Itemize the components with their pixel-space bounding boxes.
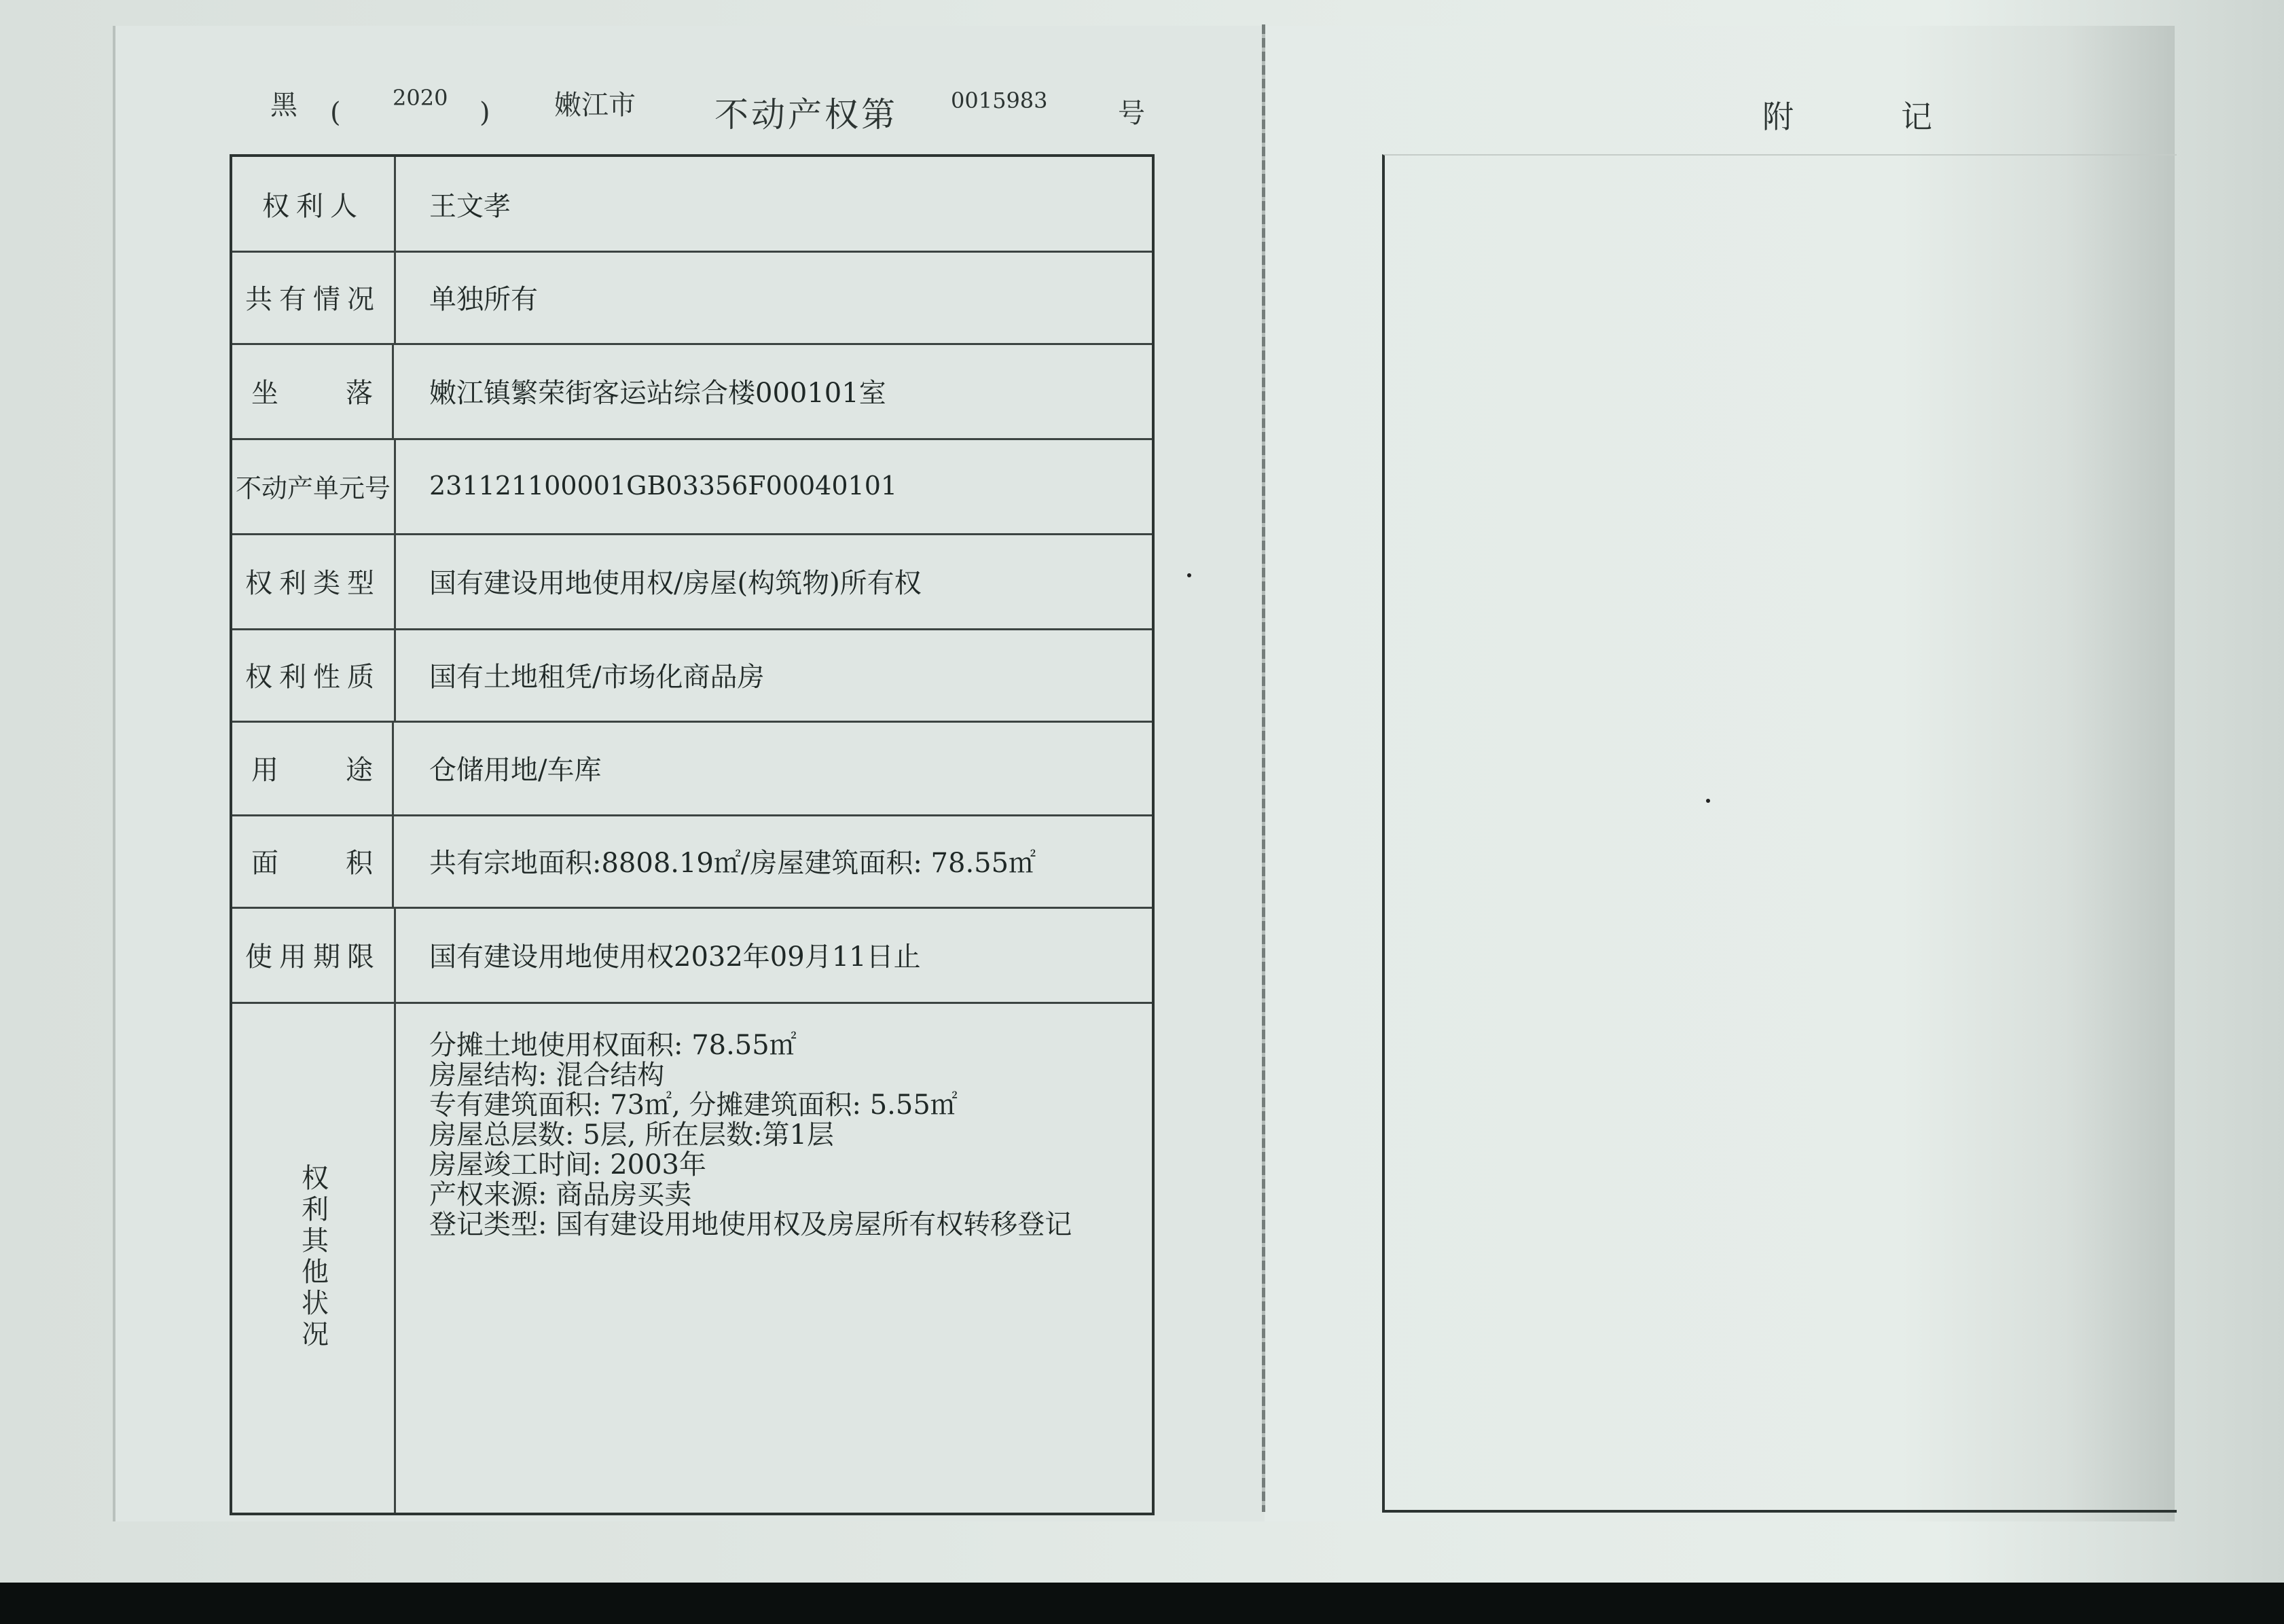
certificate-table xyxy=(230,154,1155,1515)
annex-title xyxy=(1762,92,1932,137)
row-right-type xyxy=(232,533,1152,630)
other-status-line: 房屋竣工时间: 2003年 xyxy=(429,1149,706,1180)
row-label: 不动产单元号 xyxy=(232,438,396,533)
header-paren-open: ( xyxy=(330,97,341,128)
page-fold-line xyxy=(1262,24,1265,1512)
row-value: 国有建设用地使用权/房屋(构筑物)所有权 xyxy=(429,567,922,599)
row-label-char: 积 xyxy=(346,847,373,879)
row-value: 231121100001GB03356F00040101 xyxy=(429,471,898,501)
row-value: 国有建设用地使用权2032年09月11日止 xyxy=(429,941,921,973)
row-unit-number xyxy=(232,438,1152,535)
row-label-char: 落 xyxy=(346,377,373,409)
row-label xyxy=(232,721,394,814)
row-label: 权利性质 xyxy=(232,628,396,721)
header-city: 嫩江市 xyxy=(554,90,636,121)
row-area xyxy=(232,814,1152,909)
annex-box xyxy=(1382,154,2177,1513)
row-value: 国有土地租凭/市场化商品房 xyxy=(429,661,765,693)
header-year: 2020 xyxy=(393,85,448,111)
header-province: 黑 xyxy=(270,90,297,121)
annex-title-char: 记 xyxy=(1901,98,1932,135)
row-value: 单独所有 xyxy=(429,283,538,315)
row-other-status xyxy=(232,1002,1152,1513)
scan-background xyxy=(0,1583,2284,1624)
row-co-ownership xyxy=(232,251,1152,345)
row-label-char: 用 xyxy=(251,754,278,786)
header-suffix: 号 xyxy=(1118,98,1145,129)
row-label-char: 面 xyxy=(251,847,278,879)
other-status-line: 专有建筑面积: 73㎡, 分摊建筑面积: 5.55㎡ xyxy=(429,1089,958,1121)
other-status-label: 权利其他状况 xyxy=(297,1163,329,1351)
scan-speck xyxy=(1706,799,1710,803)
row-label: 使用期限 xyxy=(232,907,396,1002)
row-right-nature xyxy=(232,628,1152,723)
other-status-lines xyxy=(429,1030,1138,1240)
row-location xyxy=(232,343,1152,440)
other-status-label-cell xyxy=(232,1002,396,1513)
row-right-holder xyxy=(232,157,1152,253)
other-status-line: 登记类型: 国有建设用地使用权及房屋所有权转移登记 xyxy=(429,1209,1072,1240)
annex-title-char: 附 xyxy=(1762,98,1794,135)
row-value: 王文孝 xyxy=(429,190,511,222)
other-status-line: 产权来源: 商品房买卖 xyxy=(429,1179,692,1210)
row-label: 权利人 xyxy=(232,157,396,251)
other-status-line: 房屋总层数: 5层, 所在层数:第1层 xyxy=(429,1119,834,1151)
certificate-header xyxy=(0,78,1263,153)
row-usage xyxy=(232,721,1152,816)
row-label: 权利类型 xyxy=(232,533,396,628)
header-title: 不动产权第 xyxy=(714,95,898,134)
row-label: 共有情况 xyxy=(232,251,396,343)
header-number: 0015983 xyxy=(951,88,1048,113)
row-term xyxy=(232,907,1152,1004)
row-label xyxy=(232,343,394,438)
header-paren-close: ) xyxy=(479,97,490,128)
row-value: 仓储用地/车库 xyxy=(429,754,602,786)
row-value: 嫩江镇繁荣街客运站综合楼000101室 xyxy=(429,377,886,409)
row-label-char: 坐 xyxy=(251,377,278,409)
row-label xyxy=(232,814,394,907)
other-status-line: 房屋结构: 混合结构 xyxy=(429,1060,665,1091)
other-status-line: 分摊土地使用权面积: 78.55㎡ xyxy=(429,1030,797,1061)
row-value: 共有宗地面积:8808.19㎡/房屋建筑面积: 78.55㎡ xyxy=(429,847,1036,879)
scan-speck xyxy=(1187,573,1191,577)
row-label-char: 途 xyxy=(346,754,373,786)
